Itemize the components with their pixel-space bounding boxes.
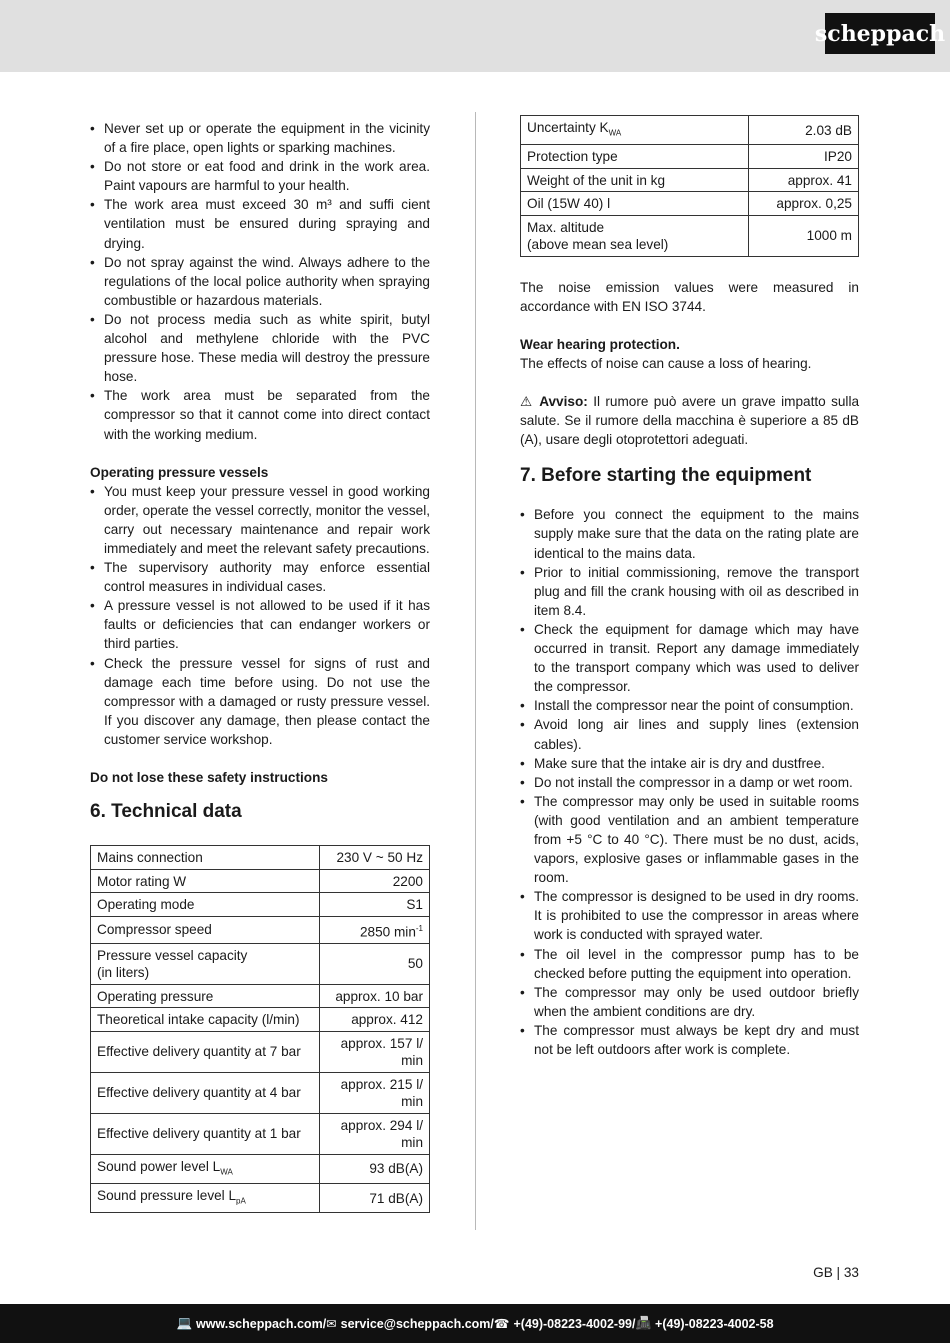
list-item: • The work area must be separated from the compressor so that it cannot come into direct contact with the working medium. (90, 386, 430, 443)
table-cell-value: approx. 157 l/ min (320, 1031, 430, 1072)
table-row (521, 168, 859, 192)
speed-unit-exponent: -1 (415, 923, 423, 933)
table-cell-label (91, 1183, 320, 1212)
technical-data-table (90, 845, 430, 1213)
table-row (521, 145, 859, 169)
table-cell-value: 71 dB(A) (320, 1183, 430, 1212)
table-cell-label: Effective delivery quantity at 4 bar (91, 1072, 320, 1113)
vessel-label-line1: Pressure vessel capacity (97, 947, 248, 963)
table-cell-value: approx. 0,25 (749, 192, 859, 216)
table-cell-label: Mains connection (91, 846, 320, 870)
table-row (91, 1113, 430, 1154)
list-item: • The compressor may only be used in suitable rooms (with good ventilation and an ambient temperature from +5 °C to 40 °C). There must be no dust, acids, vapors, explosive gases or inflammable gases in the room. (520, 792, 859, 887)
list-item: • The compressor may only be used outdoor briefly when the ambient conditions are dry. (520, 983, 859, 1021)
right-column (520, 115, 859, 1059)
table-cell-label (91, 943, 320, 984)
speed-value: 2850 min (359, 924, 416, 940)
footer-email-link[interactable]: service@scheppach.com (340, 1316, 491, 1331)
table-row (91, 1031, 430, 1072)
list-item: • Do not install the compressor in a damp or wet room. (520, 773, 859, 792)
list-item: • The compressor must always be kept dry and must not be left outdoors after work is complete. (520, 1021, 859, 1059)
footer-fax: +(49)-08223-4002-58 (655, 1316, 774, 1331)
list-item: • The compressor is designed to be used in dry rooms. It is prohibited to use the compressor in areas where work is conducted with sprayed water. (520, 887, 859, 944)
technical-data-table-continued (520, 115, 859, 257)
table-cell-value (320, 916, 430, 943)
phone-icon: ☎ (493, 1317, 510, 1331)
table-cell-value: approx. 412 (320, 1008, 430, 1032)
footer-phone: +(49)-08223-4002-99 (513, 1316, 632, 1331)
list-item: • The work area must exceed 30 m³ and suffi cient ventilation must be ensured during spraying and drying. (90, 195, 430, 252)
table-row (91, 1183, 430, 1212)
table-row (91, 1154, 430, 1183)
list-item: • Check the equipment for damage which may have occurred in transit. Report any damage immediately to the transport company which was used to deliver the compressor. (520, 620, 859, 696)
table-cell-value: 2.03 dB (749, 116, 859, 145)
page-header (0, 0, 950, 72)
table-cell-label: Motor rating W (91, 869, 320, 893)
list-item: • Check the pressure vessel for signs of rust and damage each time before using. Do not use the compressor with a damaged or rusty pressure vessel. If you discover any damage, then please contact the customer service workshop. (90, 654, 430, 749)
avviso-label: Avviso: (539, 394, 588, 410)
list-item: • The oil level in the compressor pump has to be checked before putting the equipment into operation. (520, 945, 859, 983)
table-cell-value: approx. 215 l/ min (320, 1072, 430, 1113)
uncertainty-subscript: WA (608, 128, 622, 138)
table-row (91, 846, 430, 870)
table-row (91, 984, 430, 1008)
table-row (91, 1008, 430, 1032)
table-cell-value: S1 (320, 893, 430, 917)
table-cell-value: 2200 (320, 869, 430, 893)
table-cell-label: Compressor speed (91, 916, 320, 943)
table-row (521, 192, 859, 216)
table-cell-value: 230 V ~ 50 Hz (320, 846, 430, 870)
table-cell-value: 50 (320, 943, 430, 984)
column-divider (475, 112, 476, 1230)
before-starting-bullet-list (520, 505, 859, 1059)
table-cell-value: IP20 (749, 145, 859, 169)
table-cell-label: Operating pressure (91, 984, 320, 1008)
table-row (91, 916, 430, 943)
table-row (91, 869, 430, 893)
list-item: • Avoid long air lines and supply lines (extension cables). (520, 715, 859, 753)
table-cell-value: approx. 10 bar (320, 984, 430, 1008)
list-item: • Never set up or operate the equipment in the vicinity of a fire place, open lights or sparking machines. (90, 119, 430, 157)
list-item: • Make sure that the intake air is dry and dustfree. (520, 754, 859, 773)
table-row (521, 215, 859, 256)
footer-separator: / (631, 1316, 636, 1331)
table-row (91, 943, 430, 984)
table-row (91, 893, 430, 917)
sound-pressure-subscript: pA (236, 1196, 246, 1206)
list-item: • Prior to initial commissioning, remove the transport plug and fill the crank housing with oil as described in item 8.4. (520, 563, 859, 620)
sound-pressure-label: Sound pressure level L (97, 1187, 237, 1203)
warning-icon: ⚠ (520, 394, 534, 410)
altitude-label-line2: (above mean sea level) (527, 237, 669, 253)
table-cell-label (91, 1154, 320, 1183)
table-cell-value: approx. 41 (749, 168, 859, 192)
email-icon: ✉ (326, 1317, 337, 1331)
table-cell-value: approx. 294 l/ min (320, 1113, 430, 1154)
list-item: • Before you connect the equipment to the mains supply make sure that the data on the rating plate are identical to the mains data. (520, 505, 859, 562)
footer-website-link[interactable]: www.scheppach.com (196, 1316, 323, 1331)
pressure-vessels-heading: Operating pressure vessels (90, 464, 269, 480)
left-column (90, 119, 430, 1213)
brand-logo-text: scheppach (814, 20, 946, 47)
table-cell-value: 1000 m (749, 215, 859, 256)
pressure-bullet-list (90, 482, 430, 749)
altitude-label-line1: Max. altitude (527, 219, 605, 235)
sound-power-label: Sound power level L (97, 1158, 221, 1174)
footer-separator: / (322, 1316, 327, 1331)
list-item: • The supervisory authority may enforce essential control measures in individual cases. (90, 558, 430, 596)
keep-instructions-heading: Do not lose these safety instructions (90, 770, 328, 785)
list-item: • You must keep your pressure vessel in good working order, operate the vessel correctly, monitor the vessel, carry out necessary maintenance and repair work immediately and meet the relevant safety precautions. (90, 482, 430, 558)
table-cell-label (521, 215, 749, 256)
page-number: GB | 33 (813, 1265, 859, 1280)
computer-icon: 💻 (176, 1316, 193, 1330)
fax-icon: 📠 (635, 1316, 652, 1330)
table-cell-label: Weight of the unit in kg (521, 168, 749, 192)
safety-bullet-list (90, 119, 430, 444)
table-cell-label: Protection type (521, 145, 749, 169)
hearing-protection-heading: Wear hearing protection. (520, 336, 680, 352)
table-cell-label: Effective delivery quantity at 1 bar (91, 1113, 320, 1154)
avviso-text: Il rumore può avere un grave impatto sulla salute. Se il rumore della macchina è superiore a 85 dB (A), usare degli otoprotettori adeguati. (520, 394, 860, 448)
sound-power-subscript: WA (220, 1167, 233, 1177)
table-cell-label (521, 116, 749, 145)
table-row (521, 116, 859, 145)
list-item: • Do not store or eat food and drink in the work area. Paint vapours are harmful to your health. (90, 157, 430, 195)
vessel-label-line2: (in liters) (97, 965, 150, 981)
table-cell-label: Oil (15W 40) l (521, 192, 749, 216)
table-cell-label: Operating mode (91, 893, 320, 917)
table-cell-value: 93 dB(A) (320, 1154, 430, 1183)
uncertainty-label: Uncertainty K (527, 120, 609, 135)
brand-logo (814, 13, 946, 54)
footer-separator: / (490, 1316, 494, 1331)
noise-measurement-text: The noise emission values were measured in accordance with EN ISO 3744. (520, 279, 859, 314)
page-footer (0, 1304, 950, 1343)
technical-data-heading: 6. Technical data (90, 801, 242, 823)
avviso-warning (520, 392, 859, 449)
list-item: • Do not process media such as white spirit, butyl alcohol and methylene chloride with the PVC pressure hose. These media will destroy the pressure hose. (90, 310, 430, 386)
before-starting-heading: 7. Before starting the equipment (520, 465, 812, 487)
list-item: • Do not spray against the wind. Always adhere to the regulations of the local police authority when spraying combustible or hazardous materials. (90, 253, 430, 310)
hearing-protection-text: The effects of noise can cause a loss of hearing. (520, 356, 812, 371)
list-item: • Install the compressor near the point of consumption. (520, 696, 859, 715)
table-cell-label: Theoretical intake capacity (l/min) (91, 1008, 320, 1032)
list-item: • A pressure vessel is not allowed to be used if it has faults or deficiencies that can endanger workers or third parties. (90, 596, 430, 653)
table-cell-label: Effective delivery quantity at 7 bar (91, 1031, 320, 1072)
table-row (91, 1072, 430, 1113)
